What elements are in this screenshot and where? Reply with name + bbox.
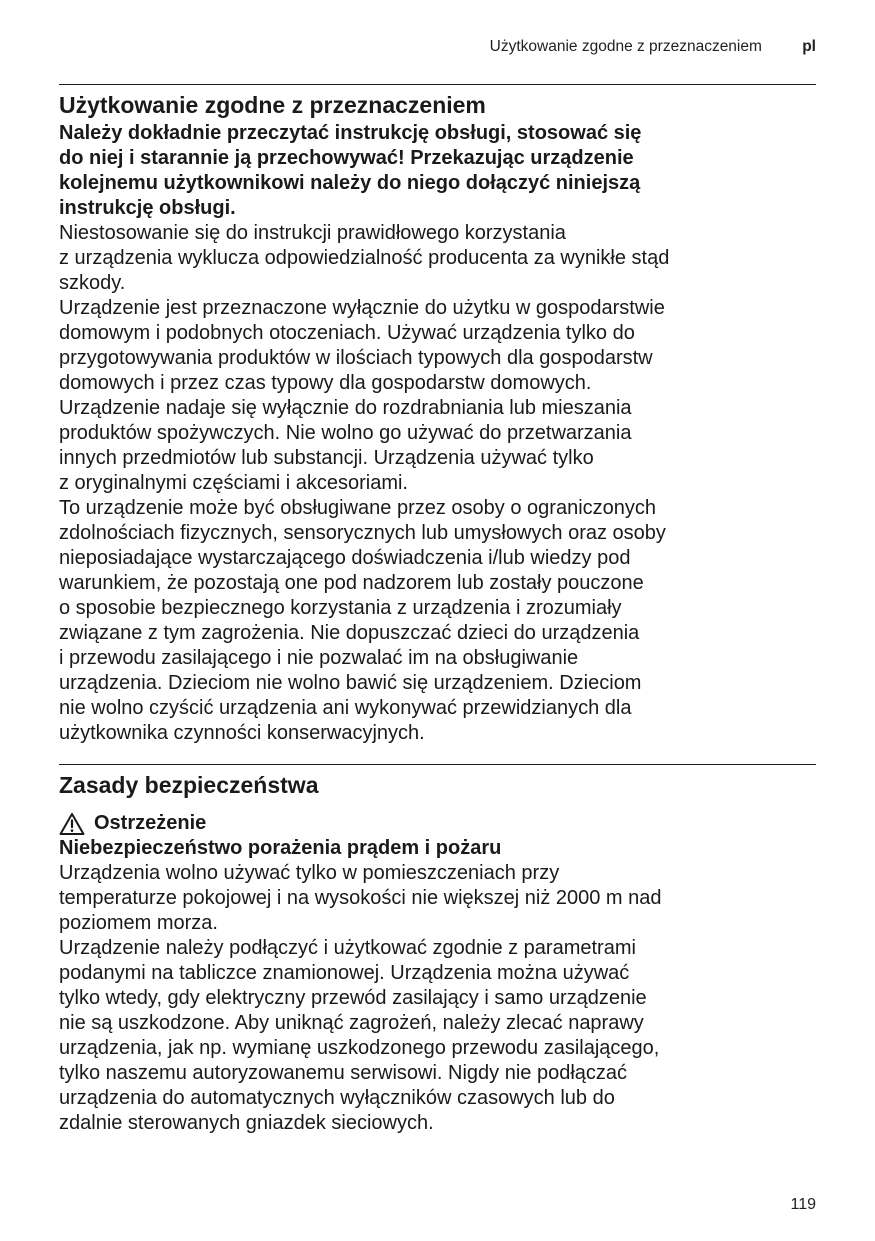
running-header-title: Użytkowanie zgodne z przeznaczeniem	[489, 38, 762, 55]
paragraph: Urządzenie nadaje się wyłącznie do rozdrabniania lub mieszania produktów spożywczych. Nie wolno go używać do przetwarzania innych przedmiotów lub substancji. Urządzenia używać tylko z oryginalnymi częściami i akcesoriami.	[59, 397, 632, 494]
section-heading: Zasady bezpieczeństwa	[59, 772, 319, 798]
hazard-subheading: Niebezpieczeństwo porażenia prądem i pożaru	[59, 837, 502, 859]
paragraph: Urządzenie jest przeznaczone wyłącznie do użytku w gospodarstwie domowym i podobnych otoczeniach. Używać urządzenia tylko do przygotowywania produktów w ilościach typowych dla gospodarstw domowych i przez czas typowy dla gospodarstw domowych.	[59, 297, 665, 394]
section-divider	[59, 764, 816, 765]
paragraph: Niestosowanie się do instrukcji prawidłowego korzystania z urządzenia wyklucza odpowiedzialność producenta za wynikłe stąd szkody.	[59, 222, 670, 294]
paragraph: To urządzenie może być obsługiwane przez osoby o ograniczonych zdolnościach fizycznych, sensorycznych lub umysłowych oraz osoby nieposiadające wystarczającego doświadczenia i/lub wiedzy pod warunkiem, że pozostają one pod nadzorem lub zostały pouczone o sposobie bezpiecznego korzystania z urządzenia i zrozumiały związane z tym zagrożenia. Nie dopuszczać dzieci do urządzenia i przewodu zasilającego i nie pozwalać im na obsługiwanie urządzenia. Dzieciom nie wolno bawić się urządzeniem. Dzieciom nie wolno czyścić urządzenia ani wykonywać przewidzianych dla użytkownika czynności konserwacyjnych.	[59, 497, 666, 744]
warning-triangle-icon	[59, 812, 85, 836]
warning-label: Ostrzeżenie	[94, 812, 207, 834]
section-intended-use	[59, 90, 816, 746]
section-safety-rules	[59, 770, 816, 1136]
intro-bold-paragraph: Należy dokładnie przeczytać instrukcję obsługi, stosować się do niej i starannie ją przechowywać! Przekazując urządzenie kolejnemu użytkownikowi należy do niego dołączyć niniejszą instrukcję obsługi.	[59, 122, 642, 219]
running-header	[490, 38, 816, 56]
paragraph: Urządzenia wolno używać tylko w pomieszczeniach przy temperaturze pokojowej i na wysokości nie większej niż 2000 m nad poziomem morza.	[59, 862, 662, 934]
page-number: 119	[790, 1196, 816, 1213]
language-code: pl	[802, 38, 816, 55]
section-heading: Użytkowanie zgodne z przeznaczeniem	[59, 92, 486, 118]
warning-row	[59, 811, 816, 836]
paragraph: Urządzenie należy podłączyć i użytkować zgodnie z parametrami podanymi na tabliczce znamionowej. Urządzenia można używać tylko wtedy, gdy elektryczny przewód zasilający i samo urządzenie nie są uszkodzone. Aby uniknąć zagrożeń, należy zlecać naprawy urządzenia, jak np. wymianę uszkodzonego przewodu zasilającego, tylko naszemu autoryzowanemu serwisowi. Nigdy nie podłączać urządzenia do automatycznych wyłączników czasowych lub do zdalnie sterowanych gniazdek sieciowych.	[59, 937, 660, 1134]
section-divider	[59, 84, 816, 85]
